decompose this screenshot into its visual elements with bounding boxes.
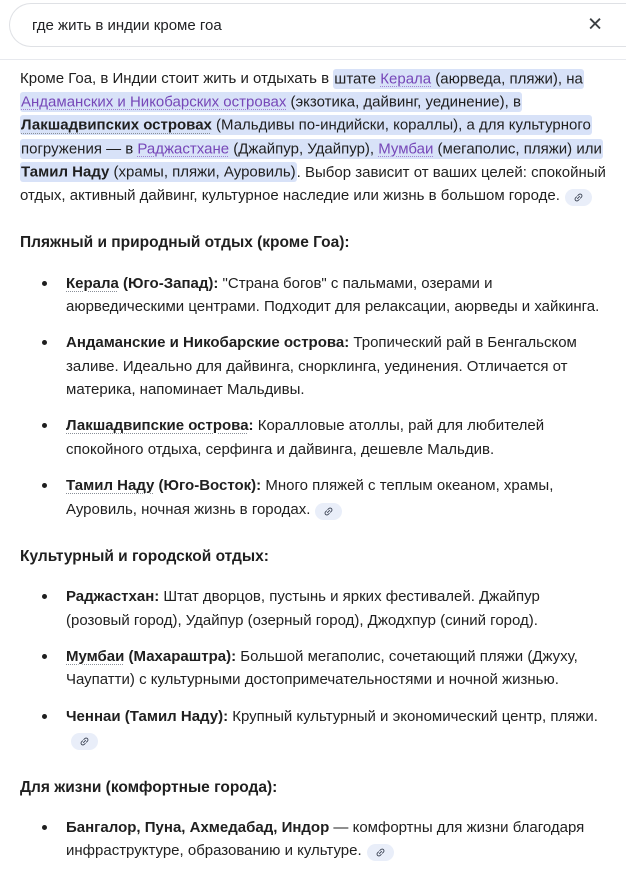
answer-content [0,60,626,886]
section-heading-living: Для жизни (комфортные города): [20,778,278,796]
intro-text: штате [334,70,381,87]
list-item [40,645,606,692]
intro-text: (храмы, пляжи, Ауровиль) [109,163,296,181]
intro-text: (экзотика, дайвинг, уединение), в [286,93,521,111]
item-lead: Раджастхан: [66,588,160,606]
citation-chip[interactable] [565,189,592,206]
intro-text: Кроме Гоа, в Индии стоит жить и отдыхать в [20,70,334,87]
intro-text: (Джайпур, Удайпур), [229,140,379,158]
item-lead: (Юго-Запад): [118,274,219,292]
close-icon: ✕ [587,14,603,36]
intro-text: (аюрведа, пляжи), на [431,70,583,87]
item-text: Тропический рай в Бенгальском заливе. Идеально для дайвинга, снорклинга, уединения. Отличается от материка, напоминает Мальдивы. [66,334,577,399]
clear-search-button[interactable] [585,14,605,37]
entity-link-lakshadweep[interactable]: Лакшадвипских островах [21,116,212,134]
citation-chip[interactable] [71,733,98,750]
list-item [40,331,606,401]
intro-paragraph [20,67,606,207]
entity-tamil-nadu: Тамил Наду [21,163,110,181]
item-lead: Ченнаи (Тамил Наду): [66,707,229,725]
intro-text: (Мальдивы по-индийски, кораллы), а для культурного погружения — в [21,116,591,158]
item-text: Много пляжей с теплым океаном, храмы, Ауровиль, ночная жизнь в городах. [66,477,554,518]
item-text: — комфортны для жизни благодаря инфраструктуре, образованию и культуре. [66,818,585,860]
search-input[interactable] [10,14,626,36]
item-lead: Бангалор, Пуна, Ахмедабад, Индор [66,818,330,836]
entity-link-rajasthan[interactable]: Раджастхане [137,140,230,158]
entity-link-lakshadweep-item[interactable]: Лакшадвипские острова [66,417,249,435]
item-text: Большой мегаполис, сочетающий пляжи (Джуху, Чаупатти) с культурными достопримечательностями и ночной жизнью. [66,647,578,689]
list-item [40,816,606,863]
entity-link-kerala[interactable]: Керала [380,70,432,87]
item-text: Штат дворцов, пустынь и ярких фестивалей. Джайпур (розовый город), Удайпур (озерный город), Джодхпур (синий город). [66,588,540,629]
link-icon [77,734,93,750]
link-icon [321,503,337,519]
section-culture-list [20,585,606,751]
intro-text: (мегаполис, пляжи) или [433,140,602,158]
item-text: Коралловые атоллы, рай для любителей спокойного отдыха, серфинга и дайвинга, дешевле Мальдив. [66,417,545,458]
list-item [40,705,606,752]
section-heading-culture: Культурный и городской отдых: [20,548,269,566]
item-lead: (Махараштра): [124,647,237,665]
list-item [40,272,606,319]
intro-text: . Выбор зависит от ваших целей: спокойный отдых, активный дайвинг, культурное наследие или жизнь в большом городе. [20,163,606,204]
item-lead: Андаманские и Никобарские острова: [66,334,350,352]
page [0,3,626,886]
link-icon [372,845,388,861]
section-living-list [20,816,606,863]
search-bar [9,3,626,47]
item-lead: (Юго-Восток): [154,477,262,495]
entity-link-mumbai[interactable]: Мумбаи [378,140,434,158]
list-item [40,414,606,461]
citation-chip[interactable] [315,503,342,520]
entity-link-mumbai-item[interactable]: Мумбаи [66,647,125,665]
list-item [40,474,606,521]
entity-link-andaman-nicobar[interactable]: Андаманских и Никобарских островах [21,93,287,111]
link-icon [571,190,587,206]
entity-link-tamil-nadu-item[interactable]: Тамил Наду [66,477,155,495]
item-text: Крупный культурный и экономический центр, пляжи. [228,707,598,725]
entity-link-kerala-item[interactable]: Керала [66,274,119,292]
section-heading-beach: Пляжный и природный отдых (кроме Гоа): [20,234,350,252]
item-lead: : [248,417,254,435]
citation-chip[interactable] [367,844,394,861]
list-item [40,585,606,632]
section-beach-list [20,272,606,522]
item-text: "Страна богов" с пальмами, озерами и аюрведическими центрами. Подходит для релаксации, аюрведы и хайкинга. [66,274,600,315]
